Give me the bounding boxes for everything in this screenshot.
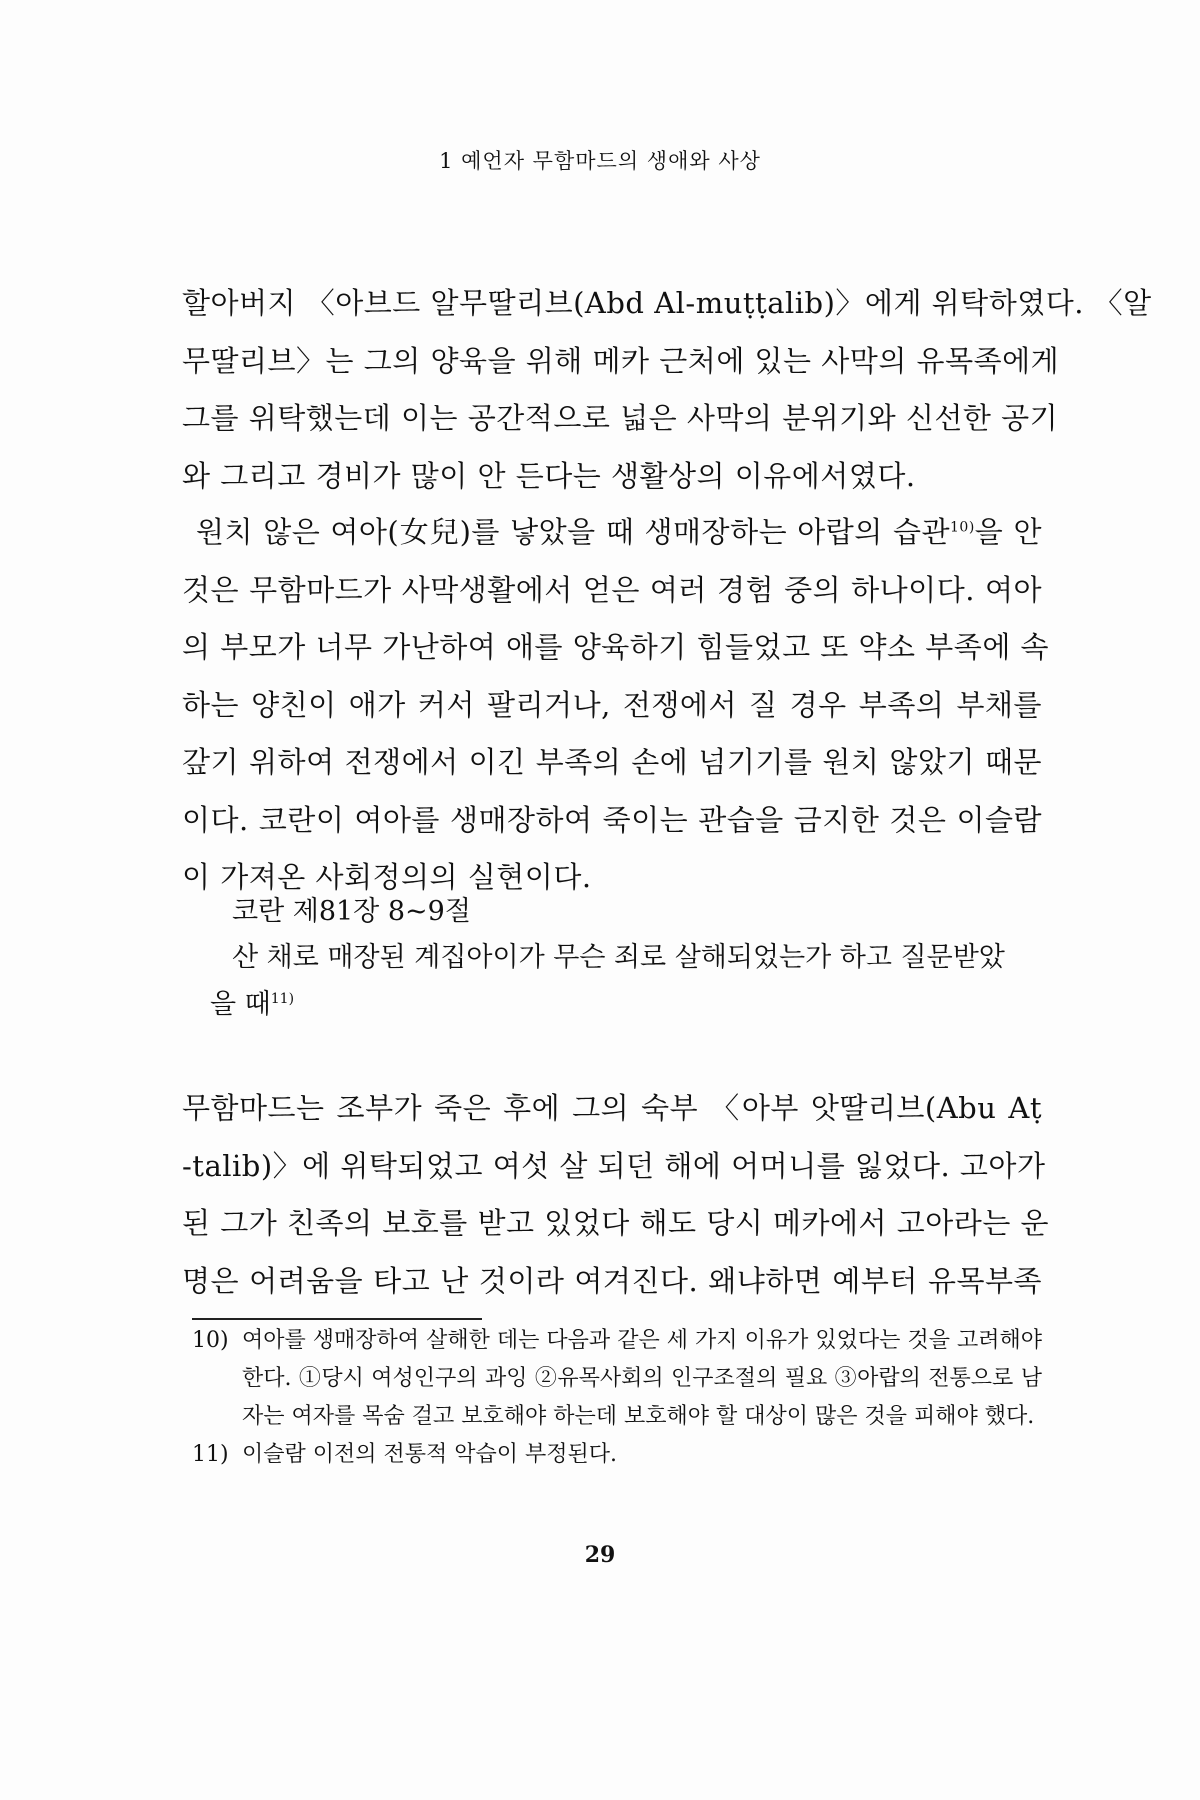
text-line: 의 부모가 너무 가난하여 애를 양육하기 힘들었고 또 약소 부족에 속 — [182, 630, 1050, 664]
footnote-number: 10) — [192, 1328, 229, 1353]
page-number: 29 — [584, 1542, 616, 1568]
footnote-divider — [192, 1318, 482, 1320]
text-line: 와 그리고 경비가 많이 안 든다는 생활상의 이유에서였다. — [182, 458, 916, 493]
text-line: 무함마드는 조부가 죽은 후에 그의 숙부 〈아부 앗딸리브(Abu Aṭ — [182, 1091, 1042, 1125]
footnote-ref-10[interactable]: 10) — [950, 519, 975, 536]
footnote-10 — [192, 1322, 1042, 1436]
text-line: 이다. 코란이 여아를 생매장하여 죽이는 관습을 금지한 것은 이슬람 — [182, 802, 1042, 837]
footnote-number: 11) — [192, 1442, 229, 1467]
footnotes — [192, 1322, 1042, 1474]
footnote-text: 여아를 생매장하여 살해한 데는 다음과 같은 세 가지 이유가 있었다는 것을 고려해야 한다. ①당시 여성인구의 과잉 ②유목사회의 인구조절의 필요 ③아랍의 전통으로 남자는 여자를 목숨 걸고 보호해야 하는데 보호해야 할 대상이 많은 것을 피해야 했다. — [242, 1328, 1042, 1429]
quote-body — [210, 934, 1032, 1028]
text-line: -talib)〉에 위탁되었고 여섯 살 되던 해에 어머니를 잃었다. 고아가 — [182, 1148, 1046, 1183]
text-line — [182, 504, 1042, 562]
body-paragraph-2 — [182, 504, 1050, 907]
running-head: 1 예언자 무함마드의 생애와 사상 — [439, 149, 761, 173]
quote-line: 산 채로 매장된 계집아이가 무슨 죄로 살해되었는가 하고 질문받았 — [232, 942, 1005, 973]
quote-title: 코란 제81장 8~9절 — [232, 896, 471, 927]
footnote-11 — [192, 1436, 1042, 1474]
text-line: 명은 어려움을 타고 난 것이라 여겨진다. 왜냐하면 예부터 유목부족 — [182, 1263, 1042, 1298]
body-paragraph-1 — [182, 275, 1152, 505]
text-segment: 원치 않은 여아(女兒)를 낳았을 때 생매장하는 아랍의 습관 — [196, 515, 951, 549]
quote-line — [210, 981, 1032, 1028]
text-line: 것은 무함마드가 사막생활에서 얻은 여러 경험 중의 하나이다. 여아 — [182, 572, 1042, 607]
text-line: 그를 위탁했는데 이는 공간적으로 넓은 사막의 분위기와 신선한 공기 — [182, 401, 1059, 435]
text-line: 된 그가 친족의 보호를 받고 있었다 해도 당시 메카에서 고아라는 운 — [182, 1206, 1050, 1240]
body-paragraph-3 — [182, 1080, 1050, 1310]
footnote-ref-11[interactable]: 11) — [270, 991, 295, 1007]
text-line: 하는 양친이 애가 커서 팔리거나, 전쟁에서 질 경우 부족의 부채를 — [182, 687, 1042, 722]
text-segment: 을 안 — [974, 515, 1042, 549]
text-line: 이 가져온 사회정의의 실현이다. — [182, 860, 592, 894]
text-line: 할아버지 〈아브드 알무딸리브(Abd Al-muṭṭalib)〉에게 위탁하였다. 〈알 — [182, 286, 1152, 320]
text-line: 무딸리브〉는 그의 양육을 위해 메카 근처에 있는 사막의 유목족에게 — [182, 343, 1060, 378]
text-line: 갚기 위하여 전쟁에서 이긴 부족의 손에 넘기기를 원치 않았기 때문 — [182, 745, 1042, 779]
text-segment: 을 때 — [210, 989, 271, 1020]
footnote-text: 이슬람 이전의 전통적 악습이 부정된다. — [242, 1442, 617, 1467]
